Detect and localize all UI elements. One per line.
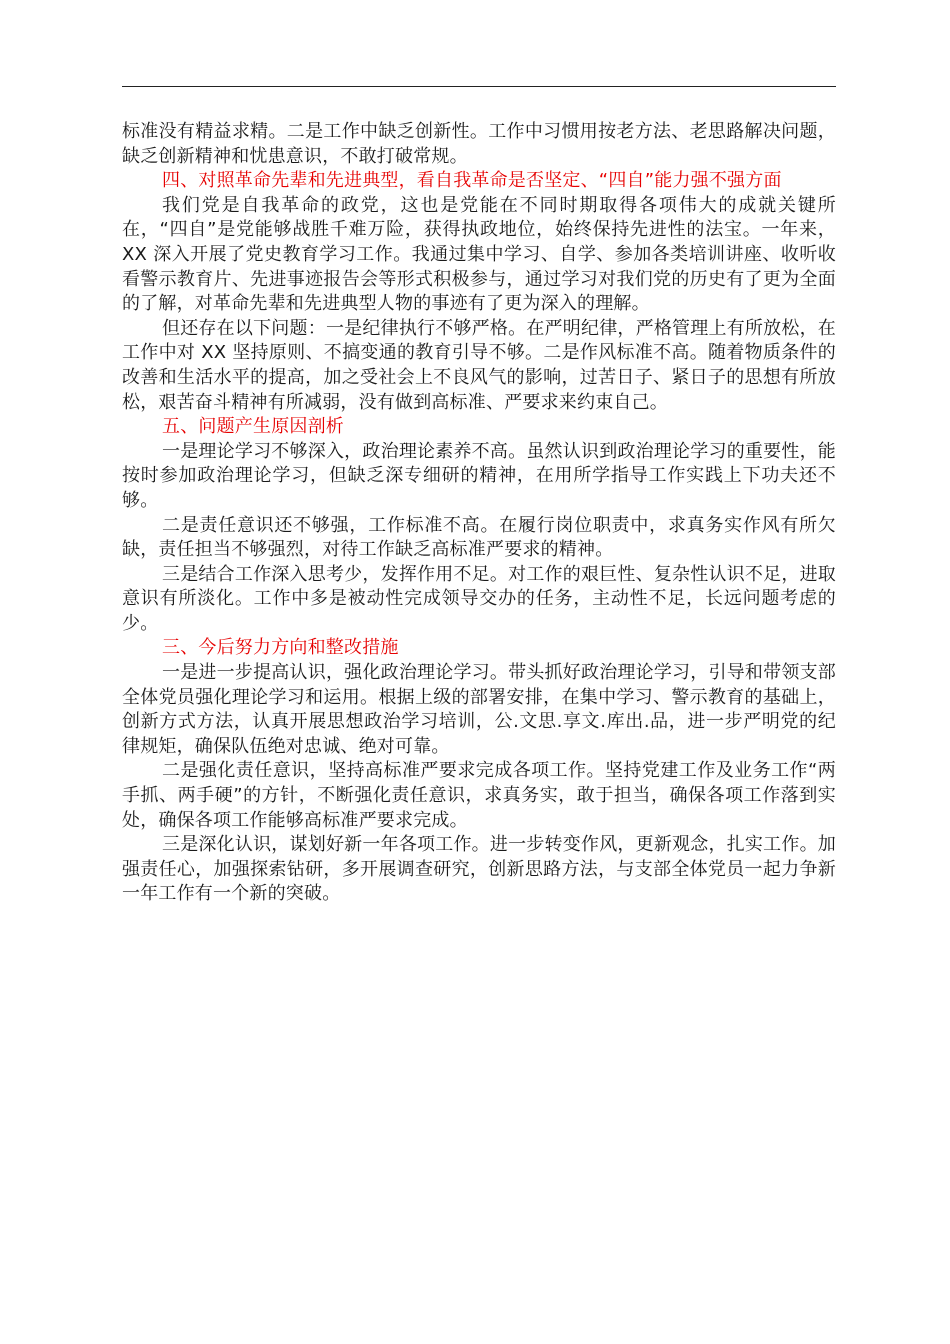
paragraph-cause-two: 二是责任意识还不够强，工作标准不高。在履行岗位职责中，求真务实作风有所欠缺，责任担当不够强烈，对待工作缺乏高标准严要求的精神。 bbox=[122, 514, 836, 561]
paragraph-problems: 但还存在以下问题：一是纪律执行不够严格。在严明纪律，严格管理上有所放松，在工作中对 XX 坚持原则、不搞变通的教育引导不够。二是作风标准不高。随着物质条件的改善和生活水平的提高，加之受社会上不良风气的影响，过苦日子、紧日子的思想有所放松，艰苦奋斗精神有所减弱，没有做到高标准、严要求来约束自己。 bbox=[122, 317, 836, 413]
paragraph-cause-one: 一是理论学习不够深入，政治理论素养不高。虽然认识到政治理论学习的重要性，能按时参加政治理论学习，但缺乏深专细研的精神，在用所学指导工作实践上下功夫还不够。 bbox=[122, 440, 836, 511]
paragraph-cause-three: 三是结合工作深入思考少，发挥作用不足。对工作的艰巨性、复杂性认识不足，进取意识有所淡化。工作中多是被动性完成领导交办的任务，主动性不足，长远问题考虑的少。 bbox=[122, 563, 836, 634]
paragraph-self-revolution: 我们党是自我革命的政党，这也是党能在不同时期取得各项伟大的成就关键所在，“四自”是党能够战胜千难万险，获得执政地位，始终保持先进性的法宝。一年来，XX 深入开展了党史教育学习工作。我通过集中学习、自学、参加各类培训讲座、收听收看警示教育片、先进事迹报告会等形式积极参与，通过学习对我们党的历史有了更为全面的了解，对革命先辈和先进典型人物的事迹有了更为深入的理解。 bbox=[122, 194, 836, 315]
paragraph-continuation: 标准没有精益求精。二是工作中缺乏创新性。工作中习惯用按老方法、老思路解决问题，缺乏创新精神和忧患意识，不敢打破常规。 bbox=[122, 121, 836, 167]
header-rule bbox=[122, 86, 836, 87]
paragraph-measure-one: 一是进一步提高认识，强化政治理论学习。带头抓好政治理论学习，引导和带领支部全体党员强化理论学习和运用。根据上级的部署安排，在集中学习、警示教育的基础上，创新方式方法，认真开展思想政治学习培训，公.文思.享文.库出.品，进一步严明党的纪律规矩，确保队伍绝对忠诚、绝对可靠。 bbox=[122, 662, 836, 757]
section-heading-four: 四、对照革命先辈和先进典型，看自我革命是否坚定、“四自”能力强不强方面 bbox=[162, 170, 782, 192]
document-body bbox=[122, 120, 836, 907]
section-heading-measures: 三、今后努力方向和整改措施 bbox=[162, 637, 399, 659]
section-heading-five: 五、问题产生原因剖析 bbox=[162, 416, 344, 438]
paragraph-measure-three: 三是深化认识，谋划好新一年各项工作。进一步转变作风，更新观念，扎实工作。加强责任心，加强探索钻研，多开展调查研究，创新思路方法，与支部全体党员一起力争新一年工作有一个新的突破。 bbox=[122, 834, 836, 905]
paragraph-measure-two: 二是强化责任意识，坚持高标准严要求完成各项工作。坚持党建工作及业务工作“两手抓、两手硬”的方针，不断强化责任意识，求真务实，敢于担当，确保各项工作落到实处，确保各项工作能够高标准严要求完成。 bbox=[122, 760, 836, 831]
